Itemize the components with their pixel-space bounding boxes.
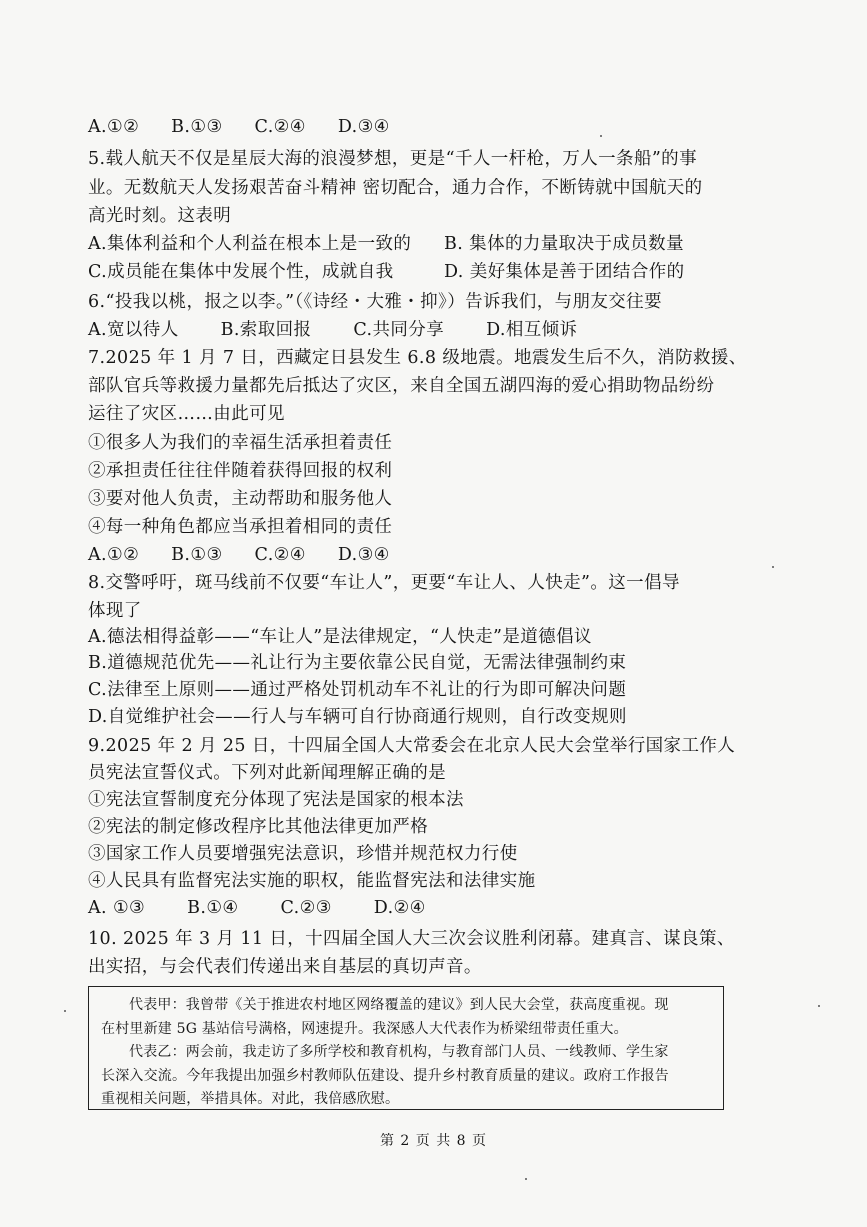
q9-item-4: ④人民具有监督宪法实施的职权，能监督宪法和法律实施 (88, 871, 536, 891)
scan-speck (772, 566, 774, 568)
q7-stem-line-3: 运往了灾区……由此可见 (88, 404, 285, 424)
q7-item-1: ①很多人为我们的幸福生活承担着责任 (88, 433, 393, 453)
q7-option-b: B.①③ (171, 545, 223, 565)
scan-speck (64, 1010, 66, 1012)
scan-speck (525, 1178, 527, 1180)
q5-option-d: D. 美好集体是善于团结合作的 (444, 262, 685, 282)
q9-stem-line-1: 9.2025 年 2 月 25 日，十四届全国人大常委会在北京人民大会堂举行国家工作人 (88, 736, 736, 756)
q8-option-a: A.德法相得益彰——“车让人”是法律规定，“人快走”是道德倡议 (88, 627, 592, 647)
q8-stem-line-2: 体现了 (88, 601, 142, 621)
q7-options (88, 541, 416, 569)
q9-option-a: A. ①③ (88, 898, 146, 918)
q8-option-d: D.自觉维护社会——行人与车辆可自行协商通行规则，自行改变规则 (88, 707, 627, 727)
q9-options (88, 894, 462, 922)
q7-stem-line-2: 部队官兵等救援力量都先后抵达了灾区，来自全国五湖四海的爱心捐助物品纷纷 (88, 376, 715, 396)
scan-speck (600, 135, 602, 137)
q7-stem-line-1: 7.2025 年 1 月 7 日，西藏定日县发生 6.8 级地震。地震发生后不久，消防救援、 (88, 348, 747, 368)
q6-option-b: B.索取回报 (220, 320, 312, 340)
box-line-1: 代表甲：我曾带《关于推进农村地区网络覆盖的建议》到人民大会堂，获高度重视。现 (129, 997, 669, 1013)
q9-option-c: C.②③ (280, 898, 332, 918)
page-number-footer: 第 2 页 共 8 页 (379, 1133, 488, 1149)
q4-option-b: B.①③ (171, 117, 223, 137)
q6-options (88, 316, 613, 344)
q6-stem: 6.“投我以桃，报之以李。”（《诗经・大雅・抑》）告诉我们，与朋友交往要 (88, 292, 662, 312)
q4-options (88, 113, 416, 141)
q9-option-b: B.①④ (187, 898, 239, 918)
box-line-3: 代表乙：两会前，我走访了多所学校和教育机构，与教育部门人员、一线教师、学生家 (129, 1044, 669, 1060)
q4-option-a: A.①② (88, 117, 140, 137)
q7-item-2: ②承担责任往往伴随着获得回报的权利 (88, 461, 393, 481)
q6-option-c: C.共同分享 (353, 320, 445, 340)
q4-option-c: C.②④ (254, 117, 306, 137)
q5-stem-line-1: 5.载人航天不仅是星辰大海的浪漫梦想，更是“千人一杆枪，万人一条船”的事 (88, 149, 697, 169)
q8-stem-line-1: 8.交警呼吁，斑马线前不仅要“车让人”，更要“车让人、人快走”。这一倡导 (88, 573, 680, 593)
box-line-2: 在村里新建 5G 基站信号满格，网速提升。我深感人大代表作为桥梁纽带责任重大。 (101, 1020, 628, 1037)
q10-stem-line-2: 出实招，与会代表们传递出来自基层的真切声音。 (88, 957, 482, 977)
q5-stem-line-3: 高光时刻。这表明 (88, 206, 232, 226)
box-line-5: 重视相关问题，举措具体。对此，我倍感欣慰。 (101, 1091, 400, 1107)
q7-option-d: D.③④ (337, 545, 390, 565)
q9-option-d: D.②④ (373, 898, 426, 918)
q5-option-a: A.集体利益和个人利益在根本上是一致的 (88, 234, 412, 254)
q8-option-c: C.法律至上原则——通过严格处罚机动车不礼让的行为即可解决问题 (88, 680, 627, 700)
box-line-4: 长深入交流。今年我提出加强乡村教师队伍建设、提升乡村教育质量的建议。政府工作报告 (101, 1067, 669, 1084)
q7-item-3: ③要对他人负责，主动帮助和服务他人 (88, 489, 393, 509)
q4-option-d: D.③④ (337, 117, 390, 137)
q9-item-2: ②宪法的制定修改程序比其他法律更加严格 (88, 817, 429, 837)
q7-option-a: A.①② (88, 545, 140, 565)
q9-item-3: ③国家工作人员要增强宪法意识，珍惜并规范权力行使 (88, 844, 518, 864)
q9-stem-line-2: 员宪法宣誓仪式。下列对此新闻理解正确的是 (88, 763, 446, 783)
q8-option-b: B.道德规范优先——礼让行为主要依靠公民自觉，无需法律强制约束 (88, 653, 627, 673)
q5-option-b: B. 集体的力量取决于成员数量 (444, 234, 684, 254)
q9-item-1: ①宪法宣誓制度充分体现了宪法是国家的根本法 (88, 790, 464, 810)
q10-material-box (88, 986, 724, 1110)
q6-option-a: A.宽以待人 (88, 320, 179, 340)
scan-speck (818, 1005, 820, 1007)
q10-stem-line-1: 10. 2025 年 3 月 11 日，十四届全国人大三次会议胜利闭幕。建真言、谋良策、 (88, 929, 735, 949)
q5-stem-line-2: 业。无数航天人发扬艰苦奋斗精神 密切配合，通力合作，不断铸就中国航天的 (88, 178, 703, 198)
q5-option-c: C.成员能在集体中发展个性，成就自我 (88, 262, 394, 282)
q7-item-4: ④每一种角色都应当承担着相同的责任 (88, 517, 393, 537)
q7-option-c: C.②④ (254, 545, 306, 565)
q6-option-d: D.相互倾诉 (486, 320, 578, 340)
